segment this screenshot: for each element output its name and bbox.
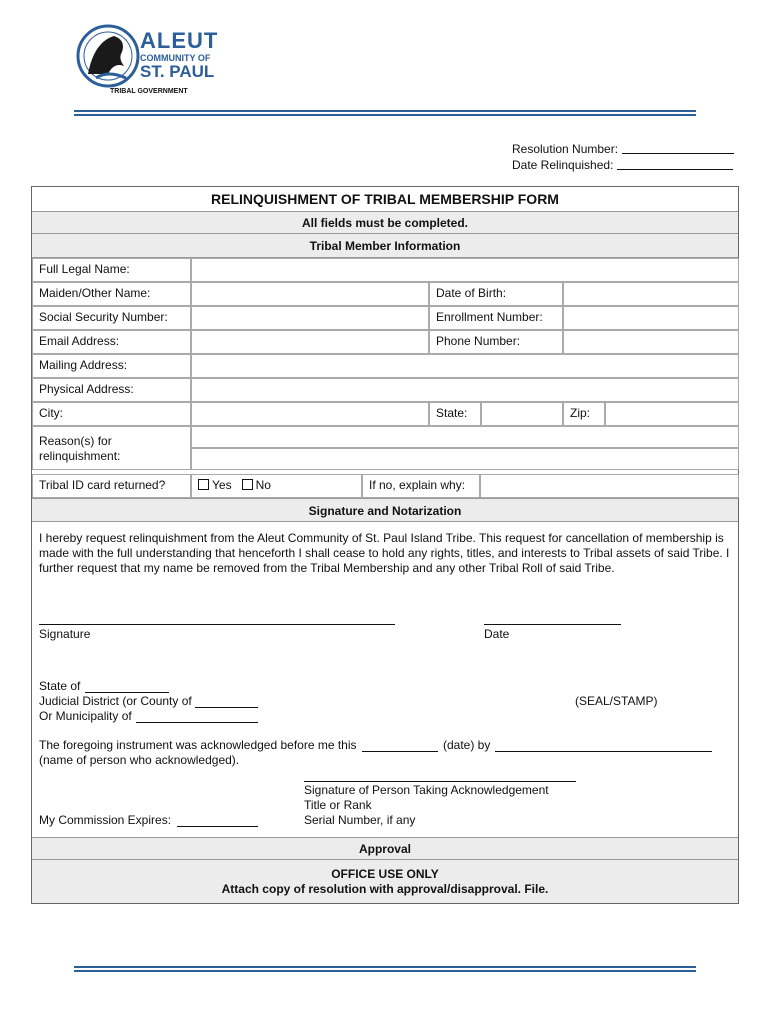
serial-label: Serial Number, if any: [304, 813, 416, 827]
tribal-logo: [74, 22, 234, 102]
acknowledged-post: (name of person who acknowledged).: [39, 753, 240, 767]
signature-label: Signature: [39, 627, 91, 641]
id-returned-options: [191, 474, 362, 498]
judicial-label: Judicial District (or County of: [39, 694, 192, 708]
reason-label: Reason(s) for relinquishment:: [32, 426, 191, 470]
date-relinquished-label: Date Relinquished:: [512, 158, 614, 172]
acknowledged-mid: (date) by: [443, 738, 491, 752]
enrollment-label: Enrollment Number:: [429, 306, 563, 330]
resolution-number-field[interactable]: [622, 141, 734, 154]
reason-input-2[interactable]: [191, 448, 739, 470]
commission-label: My Commission Expires:: [39, 813, 172, 827]
resolution-block: [512, 141, 734, 173]
city-label: City:: [32, 402, 191, 426]
office-use-label: OFFICE USE ONLY: [331, 867, 439, 881]
physical-address-input[interactable]: [191, 378, 739, 402]
email-label: Email Address:: [32, 330, 191, 354]
enrollment-input[interactable]: [563, 306, 739, 330]
footer-divider: [74, 966, 696, 974]
explain-label: If no, explain why:: [362, 474, 480, 498]
dob-input[interactable]: [563, 282, 739, 306]
judicial-line[interactable]: [195, 707, 258, 708]
yes-checkbox[interactable]: [198, 479, 209, 490]
ssn-input[interactable]: [191, 306, 429, 330]
municipality-label: Or Municipality of: [39, 709, 132, 723]
phone-label: Phone Number:: [429, 330, 563, 354]
section-approval: Approval: [32, 837, 738, 860]
signature-line[interactable]: [39, 624, 395, 625]
section-signature: Signature and Notarization: [32, 498, 738, 522]
section-member-info: Tribal Member Information: [32, 234, 738, 258]
id-returned-label: Tribal ID card returned?: [32, 474, 191, 498]
physical-address-label: Physical Address:: [32, 378, 191, 402]
resolution-number-label: Resolution Number:: [512, 142, 619, 156]
no-label: No: [255, 478, 271, 492]
maiden-name-label: Maiden/Other Name:: [32, 282, 191, 306]
reason-input-1[interactable]: [191, 426, 739, 448]
header-divider: [74, 110, 696, 118]
ack-name-line[interactable]: [495, 751, 712, 752]
municipality-line[interactable]: [136, 722, 258, 723]
attach-label: Attach copy of resolution with approval/disapproval. File.: [221, 882, 549, 896]
logo-line2: COMMUNITY OF: [140, 53, 211, 63]
full-name-label: Full Legal Name:: [32, 258, 191, 282]
city-input[interactable]: [191, 402, 429, 426]
logo-tagline: TRIBAL GOVERNMENT: [110, 88, 188, 95]
full-name-input[interactable]: [191, 258, 739, 282]
state-label: State:: [429, 402, 481, 426]
date-relinquished-field[interactable]: [617, 157, 733, 170]
date-label: Date: [484, 627, 510, 641]
date-line[interactable]: [484, 624, 621, 625]
logo-line1: ALEUT: [140, 28, 219, 53]
dob-label: Date of Birth:: [429, 282, 563, 306]
email-input[interactable]: [191, 330, 429, 354]
state-of-label: State of: [39, 679, 81, 693]
acknowledged-pre: The foregoing instrument was acknowledged before me this: [39, 738, 357, 752]
mailing-address-label: Mailing Address:: [32, 354, 191, 378]
membership-form: [31, 186, 739, 904]
logo-line3: ST. PAUL: [140, 62, 215, 81]
phone-input[interactable]: [563, 330, 739, 354]
maiden-name-input[interactable]: [191, 282, 429, 306]
no-checkbox[interactable]: [242, 479, 253, 490]
office-use-block: [32, 860, 738, 903]
zip-input[interactable]: [605, 402, 739, 426]
request-statement: I hereby request relinquishment from the Aleut Community of St. Paul Island Tribe. This request for cancellation of membership is made with the full understanding that henceforth I shall cease to hold any rights, titles, and interests to Tribal assets of said Tribe. I further request that my name be removed from the Tribal Membership and any other Tribal Roll of said Tribe.: [39, 531, 730, 575]
form-note: All fields must be completed.: [32, 212, 738, 234]
state-input[interactable]: [481, 402, 563, 426]
zip-label: Zip:: [563, 402, 605, 426]
mailing-address-input[interactable]: [191, 354, 739, 378]
form-title: RELINQUISHMENT OF TRIBAL MEMBERSHIP FORM: [32, 187, 738, 212]
explain-input[interactable]: [480, 474, 739, 498]
commission-line[interactable]: [177, 826, 258, 827]
ack-signature-line[interactable]: [304, 781, 576, 782]
seal-stamp: (SEAL/STAMP): [575, 694, 658, 708]
ssn-label: Social Security Number:: [32, 306, 191, 330]
title-rank-label: Title or Rank: [304, 798, 372, 812]
ack-date-line[interactable]: [362, 751, 438, 752]
sig-ack-label: Signature of Person Taking Acknowledgement: [304, 783, 549, 797]
state-of-line[interactable]: [85, 692, 169, 693]
yes-label: Yes: [212, 478, 232, 492]
